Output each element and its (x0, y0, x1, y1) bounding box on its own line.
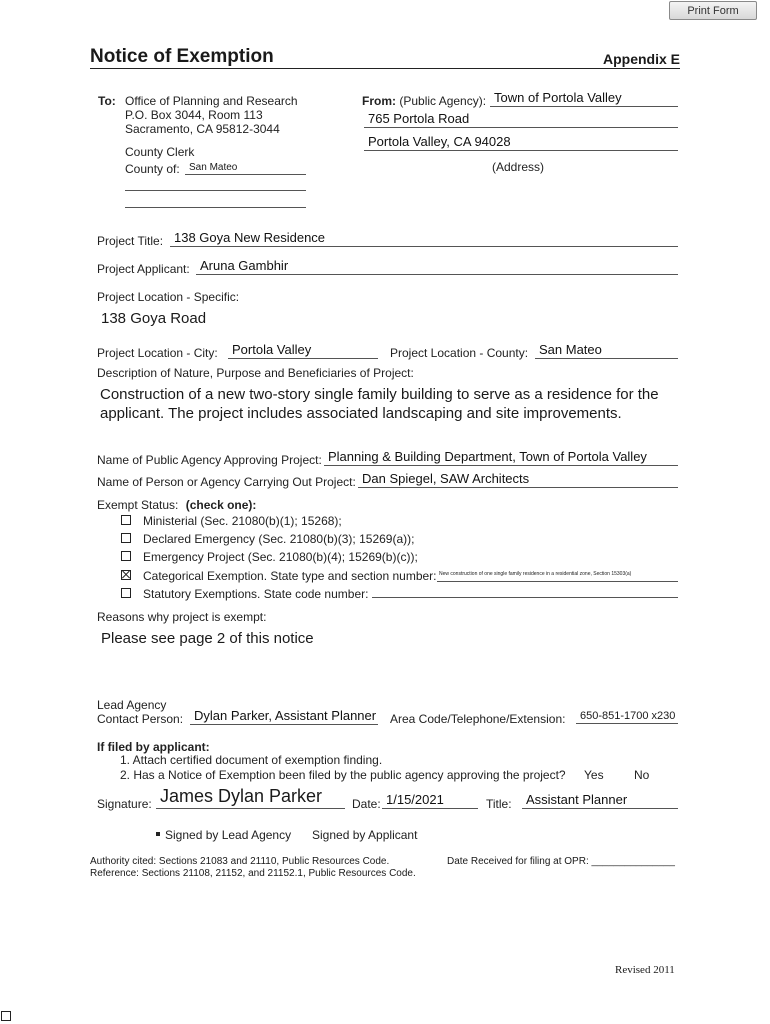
to-address-line-1: Office of Planning and Research (125, 94, 298, 108)
location-county-label: Project Location - County: (390, 346, 529, 360)
page-title: Notice of Exemption (90, 46, 274, 67)
appendix-label: Appendix E (603, 51, 681, 67)
agency-address-2-field[interactable] (364, 131, 678, 151)
statutory-exemption-label: Statutory Exemptions. State code number: (143, 587, 369, 601)
from-label-rest: (Public Agency): (399, 94, 487, 108)
public-agency-value: Town of Portola Valley (494, 90, 622, 105)
county-of-value: San Mateo (189, 162, 238, 173)
description-label: Description of Nature, Purpose and Beneficiaries of Project: (97, 366, 414, 380)
county-clerk-label: County Clerk (125, 145, 195, 159)
signature-label: Signature: (97, 797, 152, 811)
project-applicant-field[interactable] (196, 254, 678, 275)
date-label: Date: (352, 797, 381, 811)
address-label: (Address) (492, 160, 545, 174)
project-title-field[interactable] (170, 226, 678, 247)
agency-address-2-value: Portola Valley, CA 94028 (368, 134, 511, 149)
phone-field[interactable] (576, 706, 678, 724)
agency-address-1-field[interactable] (364, 108, 678, 128)
contact-person-value: Dylan Parker, Assistant Planner (194, 708, 377, 723)
location-specific-label: Project Location - Specific: (97, 290, 240, 304)
title-rule (90, 68, 680, 69)
date-field[interactable] (382, 790, 478, 809)
phone-value: 650-851-1700 x230 (580, 710, 676, 722)
approving-agency-value: Planning & Building Department, Town of Portola Valley (328, 449, 647, 464)
date-value: 1/15/2021 (386, 792, 444, 807)
county-blank-line-2[interactable] (125, 207, 306, 208)
authority-cited: Authority cited: Sections 21083 and 21110, Public Resources Code. (90, 856, 390, 867)
location-city-value: Portola Valley (232, 342, 312, 357)
filed-item-2: 2. Has a Notice of Exemption been filed by the public agency approving the project? (120, 768, 566, 782)
signer-title-value: Assistant Planner (526, 792, 628, 807)
categorical-exemption-label: Categorical Exemption. State type and section number: (143, 569, 437, 583)
phone-label: Area Code/Telephone/Extension: (390, 712, 566, 726)
carrying-out-label: Name of Person or Agency Carrying Out Project: (97, 475, 356, 489)
declared-emergency-label: Declared Emergency (Sec. 21080(b)(3); 15269(a)); (143, 532, 415, 546)
reference-sections: Reference: Sections 21108, 21152, and 21152.1, Public Resources Code. (90, 868, 416, 879)
project-applicant-value: Aruna Gambhir (200, 258, 289, 273)
filed-no-option[interactable]: No (634, 768, 650, 782)
description-line-1[interactable]: Construction of a new two-story single family building to serve as a residence for the (100, 386, 659, 403)
date-received-opr: Date Received for filing at OPR: _______________ (447, 856, 675, 867)
categorical-exemption-checkbox[interactable] (121, 570, 131, 580)
reasons-value[interactable]: Please see page 2 of this notice (101, 630, 314, 647)
county-of-field[interactable] (185, 158, 306, 175)
print-form-button[interactable]: Print Form (669, 1, 757, 20)
signature-value: James Dylan Parker (160, 786, 323, 806)
reasons-label: Reasons why project is exempt: (97, 610, 267, 624)
filed-by-applicant-heading: If filed by applicant: (97, 740, 210, 754)
public-agency-field[interactable] (490, 87, 678, 107)
project-title-value: 138 Goya New Residence (174, 230, 326, 245)
exempt-status-text: Exempt Status: (97, 498, 179, 512)
location-county-field[interactable] (535, 339, 678, 359)
from-label-bold: From: (362, 94, 396, 108)
to-address-line-3: Sacramento, CA 95812-3044 (125, 122, 280, 136)
title-label: Title: (486, 797, 512, 811)
contact-person-field[interactable] (190, 704, 378, 725)
filed-yes-option[interactable]: Yes (584, 768, 604, 782)
carrying-out-field[interactable] (358, 467, 678, 488)
exempt-status-label (97, 498, 256, 512)
to-label: To: (98, 94, 116, 108)
ministerial-label: Ministerial (Sec. 21080(b)(1); 15268); (143, 514, 342, 528)
project-title-label: Project Title: (97, 234, 164, 248)
emergency-project-label: Emergency Project (Sec. 21080(b)(4); 15269(b)(c)); (143, 550, 418, 564)
filed-item-1: 1. Attach certified document of exemption finding. (120, 753, 383, 767)
location-city-label: Project Location - City: (97, 346, 218, 360)
categorical-exemption-field[interactable] (437, 565, 678, 582)
approving-agency-field[interactable] (324, 446, 678, 466)
categorical-exemption-value: New construction of one single family residence in a residential zone, Section 15303(a) (439, 571, 632, 577)
revised-label: Revised 2011 (615, 964, 675, 976)
form-corner-checkbox[interactable] (1, 1011, 11, 1021)
location-city-field[interactable] (228, 339, 378, 359)
ministerial-checkbox[interactable] (121, 515, 131, 525)
signature-field[interactable] (156, 784, 345, 809)
county-of-label: County of: (125, 162, 180, 176)
location-county-value: San Mateo (539, 342, 602, 357)
signed-by-lead-agency-radio[interactable] (156, 832, 160, 836)
description-line-2[interactable]: applicant. The project includes associated landscaping and site improvements. (100, 405, 622, 422)
signed-by-applicant-label[interactable]: Signed by Applicant (312, 828, 418, 842)
signed-by-lead-agency-label: Signed by Lead Agency (165, 828, 292, 842)
exempt-status-check-one: (check one): (185, 498, 257, 512)
location-specific-value[interactable]: 138 Goya Road (101, 310, 207, 327)
county-blank-line-1[interactable] (125, 190, 306, 191)
statutory-exemption-checkbox[interactable] (121, 588, 131, 598)
to-address-line-2: P.O. Box 3044, Room 113 (125, 108, 263, 122)
carrying-out-value: Dan Spiegel, SAW Architects (362, 471, 530, 486)
lead-agency-label: Lead Agency (97, 698, 167, 712)
approving-agency-label: Name of Public Agency Approving Project: (97, 453, 322, 467)
from-label (362, 94, 486, 108)
statutory-code-field[interactable] (372, 597, 678, 598)
declared-emergency-checkbox[interactable] (121, 533, 131, 543)
project-applicant-label: Project Applicant: (97, 262, 190, 276)
emergency-project-checkbox[interactable] (121, 551, 131, 561)
agency-address-1-value: 765 Portola Road (368, 111, 470, 126)
contact-person-label: Contact Person: (97, 712, 184, 726)
signer-title-field[interactable] (522, 790, 678, 809)
